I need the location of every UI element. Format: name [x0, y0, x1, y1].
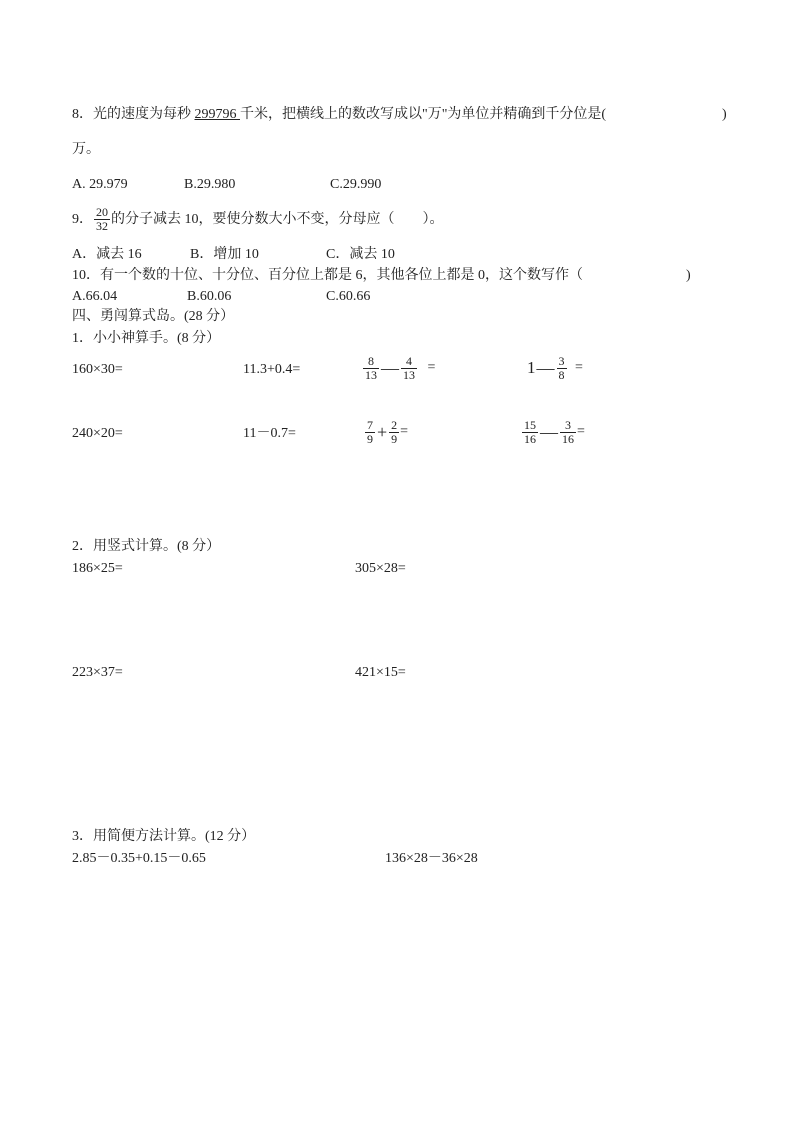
numerator: 3: [560, 419, 576, 433]
fraction-7-9: [365, 419, 375, 446]
q8-option-c: C.29.990: [330, 177, 382, 192]
q8-underlined-number: 299796: [194, 107, 240, 122]
fraction-4-13: [401, 355, 417, 382]
q8-option-b: B.29.980: [184, 177, 236, 192]
denominator: 16: [524, 431, 536, 446]
fraction-3-8: [557, 355, 567, 382]
q8-option-a: A. 29.979: [72, 177, 128, 192]
plus-sign: +: [377, 422, 388, 442]
part-3-title: 3．用简便方法计算。(12 分）: [72, 829, 256, 844]
numerator: 3: [558, 353, 565, 368]
calc-4: 11－0.7=: [243, 426, 296, 441]
fraction-calc-3: [364, 412, 408, 452]
q9-fraction-denominator: 32: [96, 219, 108, 234]
numerator: 2: [391, 417, 398, 432]
denominator: 16: [562, 431, 574, 446]
q8-continuation: 万。: [72, 142, 100, 157]
numerator: 15: [524, 417, 536, 432]
denominator: 9: [367, 431, 373, 446]
equals-sign: =: [427, 360, 436, 375]
minus-sign: —: [381, 358, 399, 378]
q9-option-a: A．减去 16: [72, 247, 142, 262]
question-10-stem: 10．有一个数的十位、十分位、百分位上都是 6，其他各位上都是 0，这个数写作（: [72, 268, 583, 283]
q9-fraction: [94, 206, 110, 233]
leading-one: 1: [527, 358, 536, 377]
denominator: 13: [365, 367, 377, 382]
calc-3: 240×20=: [72, 426, 123, 441]
fraction-calc-1: [362, 348, 435, 388]
vertical-calc-2: 305×28=: [355, 561, 406, 576]
q10-option-a: A.66.04: [72, 289, 118, 304]
minus-sign: —: [536, 358, 555, 378]
question-9-stem: [72, 202, 444, 238]
q9-text: 的分子减去 10，要使分数大小不变，分母应（ ）。: [111, 212, 444, 227]
q9-option-c: C．减去 10: [326, 247, 395, 262]
q8-text-post: 千米，把横线上的数改写成以"万"为单位并精确到千分位是(: [240, 107, 607, 122]
fraction-3-16: [560, 419, 576, 446]
fraction-15-16: [522, 419, 538, 446]
fraction-8-13: [363, 355, 379, 382]
simplified-calc-2: 136×28－36×28: [385, 851, 478, 866]
denominator: 13: [403, 367, 415, 382]
section-4-title: 四、勇闯算式岛。(28 分）: [72, 309, 235, 324]
fraction-2-9: [389, 419, 399, 446]
q10-answer-close-paren: ): [686, 268, 691, 283]
calc-1: 160×30=: [72, 362, 123, 377]
part-1-title: 1．小小神算手。(8 分）: [72, 331, 221, 346]
q10-option-c: C.60.66: [326, 289, 371, 304]
minus-sign: —: [540, 422, 558, 442]
equals-sign: =: [577, 424, 585, 439]
equals-sign: =: [400, 424, 409, 439]
q8-text-pre: 8．光的速度为每秒: [72, 107, 195, 122]
numerator: 4: [401, 355, 417, 369]
q8-answer-close-paren: ): [722, 107, 727, 122]
fraction-calc-2: [527, 348, 583, 388]
denominator: 9: [391, 431, 398, 446]
denominator: 8: [558, 367, 565, 382]
q10-option-b: B.60.06: [187, 289, 232, 304]
vertical-calc-4: 421×15=: [355, 665, 406, 680]
numerator: 7: [367, 417, 373, 432]
part-2-title: 2．用竖式计算。(8 分）: [72, 539, 221, 554]
q9-fraction-numerator: 20: [96, 205, 108, 220]
calc-2: 11.3+0.4=: [243, 362, 301, 377]
question-8-stem: [72, 106, 606, 124]
vertical-calc-1: 186×25=: [72, 561, 123, 576]
fraction-calc-4: [521, 412, 585, 452]
vertical-calc-3: 223×37=: [72, 665, 123, 680]
q9-option-b: B．增加 10: [190, 247, 259, 262]
q9-number: 9．: [72, 212, 93, 227]
equals-sign: =: [575, 360, 583, 375]
simplified-calc-1: 2.85－0.35+0.15－0.65: [72, 851, 206, 866]
numerator: 8: [363, 355, 379, 369]
